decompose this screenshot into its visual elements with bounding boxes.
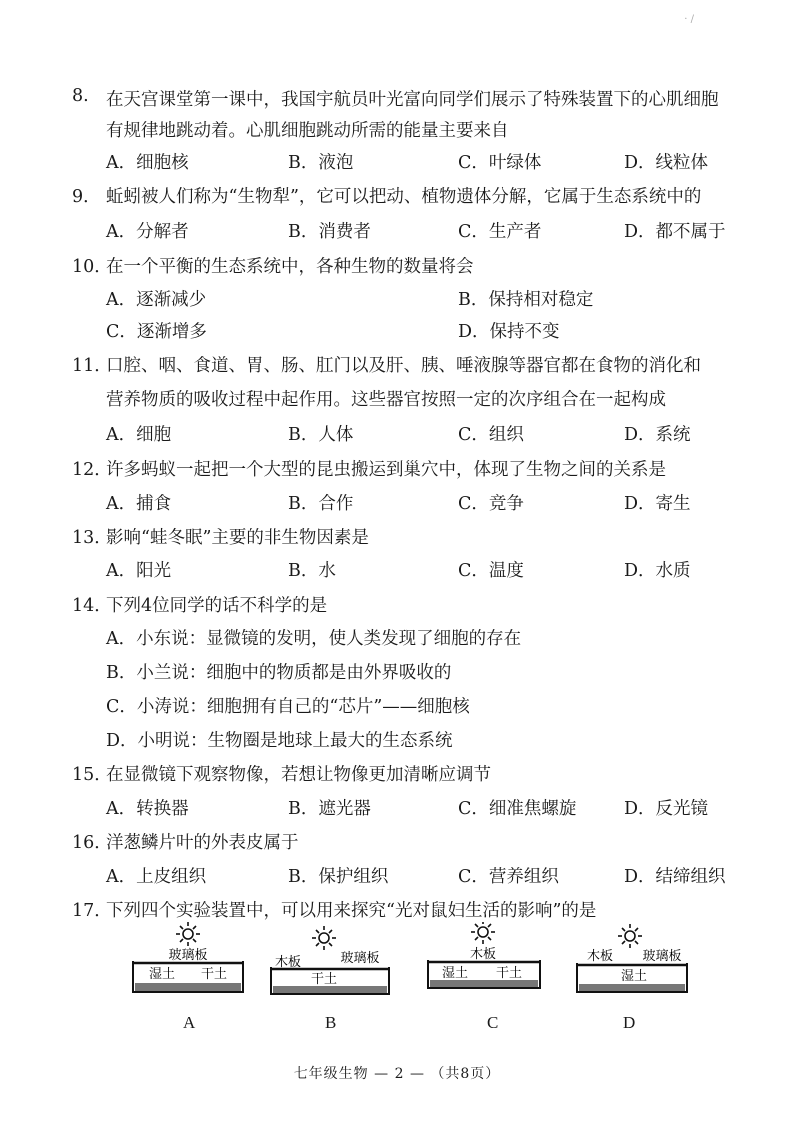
soil-layer [579, 984, 685, 991]
option-c: C．温度 [458, 561, 524, 581]
soil-label-left: 湿土 [441, 966, 469, 981]
figure-label-a: A [183, 1013, 196, 1032]
cover-label-right: 玻璃板 [642, 949, 682, 964]
question-stem: 洋葱鳞片叶的外表皮属于 [106, 833, 299, 853]
apparatus-a-drawing [130, 922, 246, 996]
option-b: B．水 [288, 561, 336, 581]
soil-label-right: 湿土 [620, 969, 648, 984]
option-a: A．细胞核 [106, 153, 189, 173]
apparatus-a [130, 922, 246, 996]
option-c: C．生产者 [458, 222, 542, 242]
option-a: A．转换器 [106, 799, 189, 819]
soil-label-right: 干土 [495, 966, 523, 981]
option-a: A．小东说：显微镜的发明，使人类发现了细胞的存在 [106, 629, 522, 649]
figure-label-d: D [623, 1013, 636, 1032]
option-a: A．阳光 [106, 561, 172, 581]
soil-layer [135, 983, 241, 991]
question-number: 17． [72, 901, 112, 921]
question-stem: 许多蚂蚁一起把一个大型的昆虫搬运到巢穴中，体现了生物之间的关系是 [106, 460, 666, 480]
option-c: C．小涛说：细胞拥有自己的“芯片”——细胞核 [106, 697, 470, 717]
question-number: 16． [72, 833, 112, 853]
question-stem: 在天宫课堂第一课中，我国宇航员叶光富向同学们展示了特殊装置下的心肌细胞 [106, 90, 719, 110]
sun-icon [618, 924, 642, 948]
figure-label-c: C [487, 1013, 499, 1032]
soil-layer [273, 986, 387, 993]
option-c: C．叶绿体 [458, 153, 542, 173]
corner-mark: · / [684, 14, 694, 25]
question-stem: 下列四个实验装置中，可以用来探究“光对鼠妇生活的影响”的是 [106, 901, 597, 921]
option-b: B．液泡 [288, 153, 354, 173]
option-a: A．细胞 [106, 425, 172, 445]
soil-layer [430, 980, 538, 987]
apparatus-b [268, 922, 392, 996]
option-a: A．逐渐减少 [106, 290, 207, 310]
question-stem: 口腔、咽、食道、胃、肠、肛门以及肝、胰、唾液腺等器官都在食物的消化和 [106, 356, 701, 376]
question-stem: 蚯蚓被人们称为“生物犁”，它可以把动、植物遗体分解，它属于生态系统中的 [106, 187, 702, 207]
question-number: 9． [72, 187, 101, 207]
option-c: C．竞争 [458, 494, 524, 514]
option-d: D．寄生 [624, 494, 691, 514]
option-b: B．遮光器 [288, 799, 371, 819]
option-b: B．消费者 [288, 222, 371, 242]
soil-label-left: 湿土 [148, 967, 176, 982]
question-stem: 下列4位同学的话不科学的是 [106, 596, 328, 616]
option-b: B．人体 [288, 425, 354, 445]
apparatus-c-drawing [425, 922, 543, 996]
option-a: A．上皮组织 [106, 867, 207, 887]
option-d: D．都不属于 [624, 222, 726, 242]
apparatus-d [574, 922, 690, 996]
option-d: D．线粒体 [624, 153, 709, 173]
apparatus-d-drawing [574, 922, 690, 996]
option-a: A．捕食 [106, 494, 172, 514]
cover-label-left: 玻璃板 [168, 948, 208, 963]
option-d: D．反光镜 [624, 799, 709, 819]
question-stem-cont: 有规律地跳动着。心肌细胞跳动所需的能量主要来自 [106, 121, 509, 141]
question-number: 11． [72, 356, 112, 376]
question-number: 10． [72, 257, 112, 277]
sun-icon [312, 926, 336, 950]
soil-label-right: 干土 [310, 972, 338, 987]
option-b: B．保持相对稳定 [458, 290, 594, 310]
option-b: B．小兰说：细胞中的物质都是由外界吸收的 [106, 663, 452, 683]
apparatus-b-drawing [268, 922, 392, 996]
option-c: C．组织 [458, 425, 524, 445]
sun-icon [471, 922, 495, 944]
question-stem: 影响“蛙冬眠”主要的非生物因素是 [106, 528, 369, 548]
option-d: D．小明说：生物圈是地球上最大的生态系统 [106, 731, 453, 751]
cover-label-left: 木板 [586, 949, 614, 964]
question-number: 14． [72, 596, 112, 616]
sun-icon [176, 922, 200, 946]
question-number: 15． [72, 765, 112, 785]
option-d: D．水质 [624, 561, 691, 581]
question-number: 13． [72, 528, 112, 548]
option-c: C．细准焦螺旋 [458, 799, 577, 819]
soil-label-right: 干土 [200, 967, 228, 982]
question-number: 8. [72, 86, 89, 106]
cover-label: 木板 [469, 947, 497, 962]
option-d: D．结缔组织 [624, 867, 726, 887]
cover-label-left: 木板 [274, 955, 302, 970]
option-b: B．保护组织 [288, 867, 389, 887]
option-d: D．保持不变 [458, 322, 560, 342]
figure-label-b: B [325, 1013, 337, 1032]
question-stem-cont: 营养物质的吸收过程中起作用。这些器官按照一定的次序组合在一起构成 [106, 390, 666, 410]
option-c: C．营养组织 [458, 867, 559, 887]
option-b: B．合作 [288, 494, 354, 514]
question-stem: 在显微镜下观察物像，若想让物像更加清晰应调节 [106, 765, 491, 785]
cover-label-right: 玻璃板 [340, 951, 380, 966]
page-footer: 七年级生物 — 2 — （共8页） [293, 1066, 501, 1082]
question-stem: 在一个平衡的生态系统中，各种生物的数量将会 [106, 257, 474, 277]
option-a: A．分解者 [106, 222, 189, 242]
question-number: 12． [72, 460, 112, 480]
option-c: C．逐渐增多 [106, 322, 207, 342]
apparatus-c [425, 922, 543, 996]
option-d: D．系统 [624, 425, 691, 445]
